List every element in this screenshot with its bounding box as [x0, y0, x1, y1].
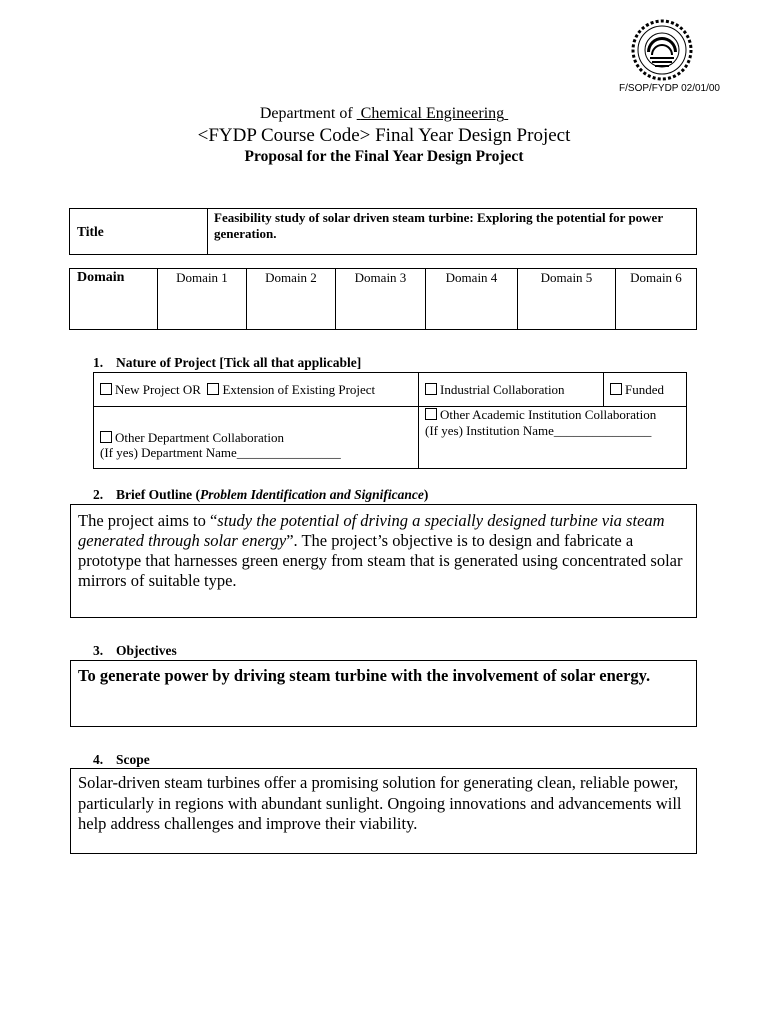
domain-cell-4[interactable]: Domain 4 — [426, 269, 518, 330]
nature-cell-funded — [604, 373, 687, 407]
brief-outline-box — [70, 504, 697, 618]
extension-label: Extension of Existing Project — [222, 381, 376, 397]
section-number: 3. — [93, 643, 104, 658]
objectives-box: To generate power by driving steam turbine with the involvement of solar energy. — [70, 660, 697, 727]
new-project-checkbox[interactable] — [100, 383, 112, 395]
domain-cell-3[interactable]: Domain 3 — [336, 269, 426, 330]
section-number: 1. — [93, 355, 104, 370]
outline-text-italic: study the potential of driving a specially designed turbine via steam generated through solar energy — [78, 511, 665, 550]
new-project-label: New Project OR — [115, 381, 201, 397]
section-number: 4. — [93, 752, 104, 767]
funded-checkbox[interactable] — [610, 383, 622, 395]
section-number: 2. — [93, 487, 104, 502]
nature-cell-other-dept — [94, 407, 419, 469]
section-title: Nature of Project [Tick all that applicable] — [116, 355, 362, 370]
domain-label: Domain — [70, 269, 158, 330]
domain-cell-5[interactable]: Domain 5 — [518, 269, 616, 330]
nature-cell-new-extension — [94, 373, 419, 407]
other-department-checkbox[interactable] — [100, 431, 112, 443]
nature-of-project-table — [93, 372, 687, 469]
university-seal-logo — [630, 18, 694, 82]
domain-cell-6[interactable]: Domain 6 — [616, 269, 697, 330]
section-scope-heading — [93, 752, 150, 768]
domain-table — [69, 268, 697, 330]
project-title-value: Feasibility study of solar driven steam turbine: Exploring the potential for power generation. — [208, 209, 697, 255]
outline-heading-suffix: ) — [423, 487, 429, 502]
industrial-collaboration-checkbox[interactable] — [425, 383, 437, 395]
course-title: <FYDP Course Code> Final Year Design Project — [197, 125, 571, 146]
department-line — [0, 105, 768, 123]
outline-text-start: The project aims to “ — [78, 511, 218, 530]
department-name: Chemical Engineering — [360, 105, 505, 122]
section-title: Objectives — [116, 643, 177, 658]
other-academic-checkbox[interactable] — [425, 408, 437, 420]
domain-cell-1[interactable]: Domain 1 — [158, 269, 247, 330]
document-code: F/SOP/FYDP 02/01/00 — [619, 83, 720, 94]
outline-heading-prefix: Brief Outline ( — [116, 487, 200, 502]
scope-box: Solar-driven steam turbines offer a promising solution for generating clean, reliable power, particularly in regions with abundant sunlight. Ongoing innovations and advancements will help address challenges and improve their viability. — [70, 768, 697, 854]
other-department-label: Other Department Collaboration — [115, 429, 284, 445]
domain-cell-2[interactable]: Domain 2 — [247, 269, 336, 330]
nature-cell-other-academic — [419, 407, 687, 469]
outline-heading-italic: Problem Identification and Significance — [200, 487, 424, 502]
industrial-collaboration-label: Industrial Collaboration — [440, 381, 565, 397]
section-nature-heading — [93, 355, 361, 371]
section-title: Scope — [116, 752, 150, 767]
outline-text-end: ”. The project’s objective is to design and fabricate a prototype that harnesses green energy from steam that is generated using concentrated solar mirrors of suitable type. — [78, 531, 683, 590]
extension-checkbox[interactable] — [207, 383, 219, 395]
other-academic-label: Other Academic Institution Collaboration — [440, 407, 657, 422]
section-outline-heading — [93, 487, 428, 503]
section-objectives-heading — [93, 643, 177, 659]
institution-name-field[interactable]: (If yes) Institution Name_______________ — [425, 422, 652, 438]
title-table — [69, 208, 697, 255]
proposal-title: Proposal for the Final Year Design Project — [244, 148, 524, 165]
funded-label: Funded — [625, 381, 664, 397]
department-prefix: Department of — [259, 105, 353, 122]
department-name-field[interactable]: (If yes) Department Name________________ — [100, 444, 341, 460]
nature-cell-industrial — [419, 373, 604, 407]
title-label: Title — [70, 209, 208, 255]
